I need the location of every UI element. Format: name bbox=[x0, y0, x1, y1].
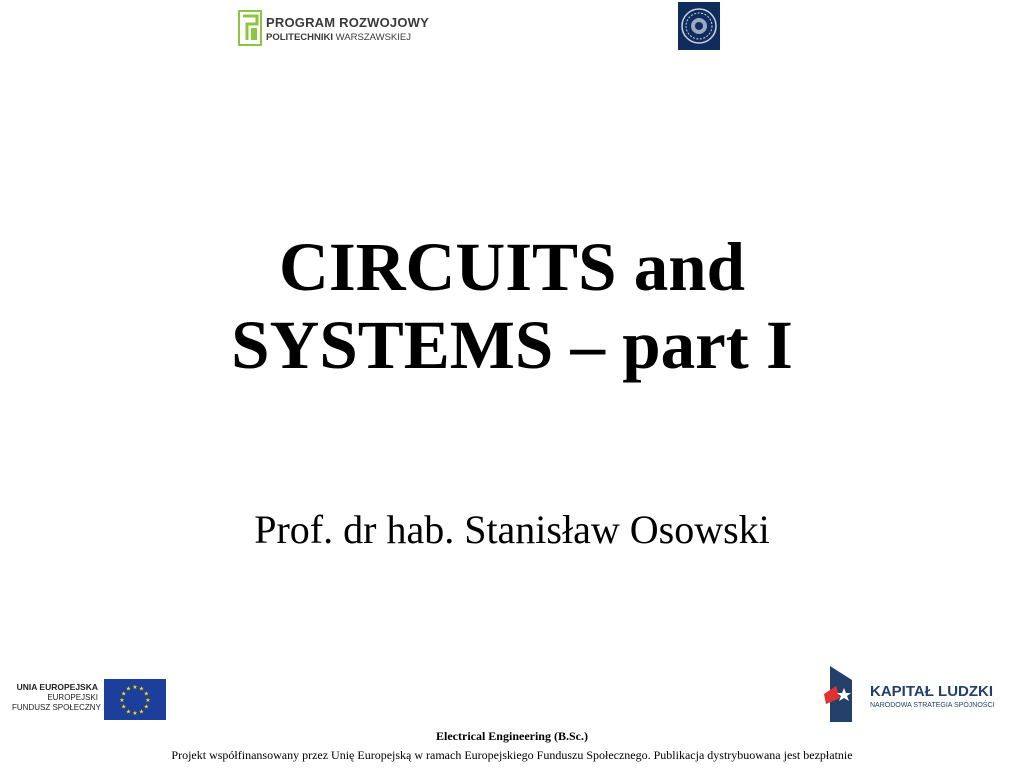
footer-funding-note: Projekt współfinansowany przez Unię Europejską w ramach Europejskiego Funduszu Społecznego. Publikacja dystrybuowana jest bezpłatnie bbox=[171, 748, 853, 762]
logo-line-2-bold: POLITECHNIKI bbox=[266, 32, 334, 43]
eu-flag-icon bbox=[104, 679, 166, 720]
kl-logo-line-2: NARODOWA STRATEGIA SPÓJNOŚCI bbox=[870, 702, 995, 709]
eu-star-icon: ★ bbox=[125, 685, 132, 693]
eu-star-icon: ★ bbox=[132, 684, 138, 691]
eu-star-icon: ★ bbox=[138, 685, 145, 693]
title-line-2: SYSTEMS – part I bbox=[231, 307, 793, 383]
eu-stars-icon bbox=[104, 679, 166, 720]
eu-logo-line-3: FUNDUSZ SPOŁECZNY bbox=[12, 703, 101, 712]
slide-title bbox=[0, 228, 1024, 384]
logo-line-2 bbox=[266, 32, 411, 43]
eu-star-icon: ★ bbox=[145, 697, 151, 704]
eu-star-icon: ★ bbox=[121, 703, 127, 711]
eu-star-icon: ★ bbox=[132, 710, 138, 717]
eu-star-icon: ★ bbox=[125, 708, 132, 716]
eu-star-icon: ★ bbox=[138, 708, 145, 716]
footer-course: Electrical Engineering (B.Sc.) bbox=[436, 729, 588, 743]
eu-logo-line-1: UNIA EUROPEJSKA bbox=[16, 682, 98, 692]
program-rozwojowy-logo bbox=[238, 10, 428, 48]
logo-line-1: PROGRAM ROZWOJOWY bbox=[266, 15, 430, 30]
eu-star-icon: ★ bbox=[143, 690, 149, 698]
kapital-ludzki-text bbox=[870, 683, 994, 711]
title-line-1: CIRCUITS and bbox=[279, 229, 745, 305]
eu-star-icon: ★ bbox=[143, 703, 149, 711]
kapital-ludzki-mark-icon bbox=[822, 664, 860, 724]
eu-logo-text bbox=[12, 682, 101, 713]
eu-star-icon: ★ bbox=[119, 697, 125, 704]
kl-logo-line-1: KAPITAŁ LUDZKI bbox=[870, 683, 994, 700]
seal-icon bbox=[678, 2, 720, 50]
pw-logo-icon bbox=[238, 10, 262, 46]
university-seal-logo bbox=[678, 2, 720, 50]
author-name: Prof. dr hab. Stanisław Osowski bbox=[254, 507, 770, 552]
logo-line-2-rest: WARSZAWSKIEJ bbox=[333, 32, 411, 43]
eu-star-icon: ★ bbox=[121, 690, 127, 698]
eu-logo-line-2: EUROPEJSKI bbox=[47, 693, 98, 702]
